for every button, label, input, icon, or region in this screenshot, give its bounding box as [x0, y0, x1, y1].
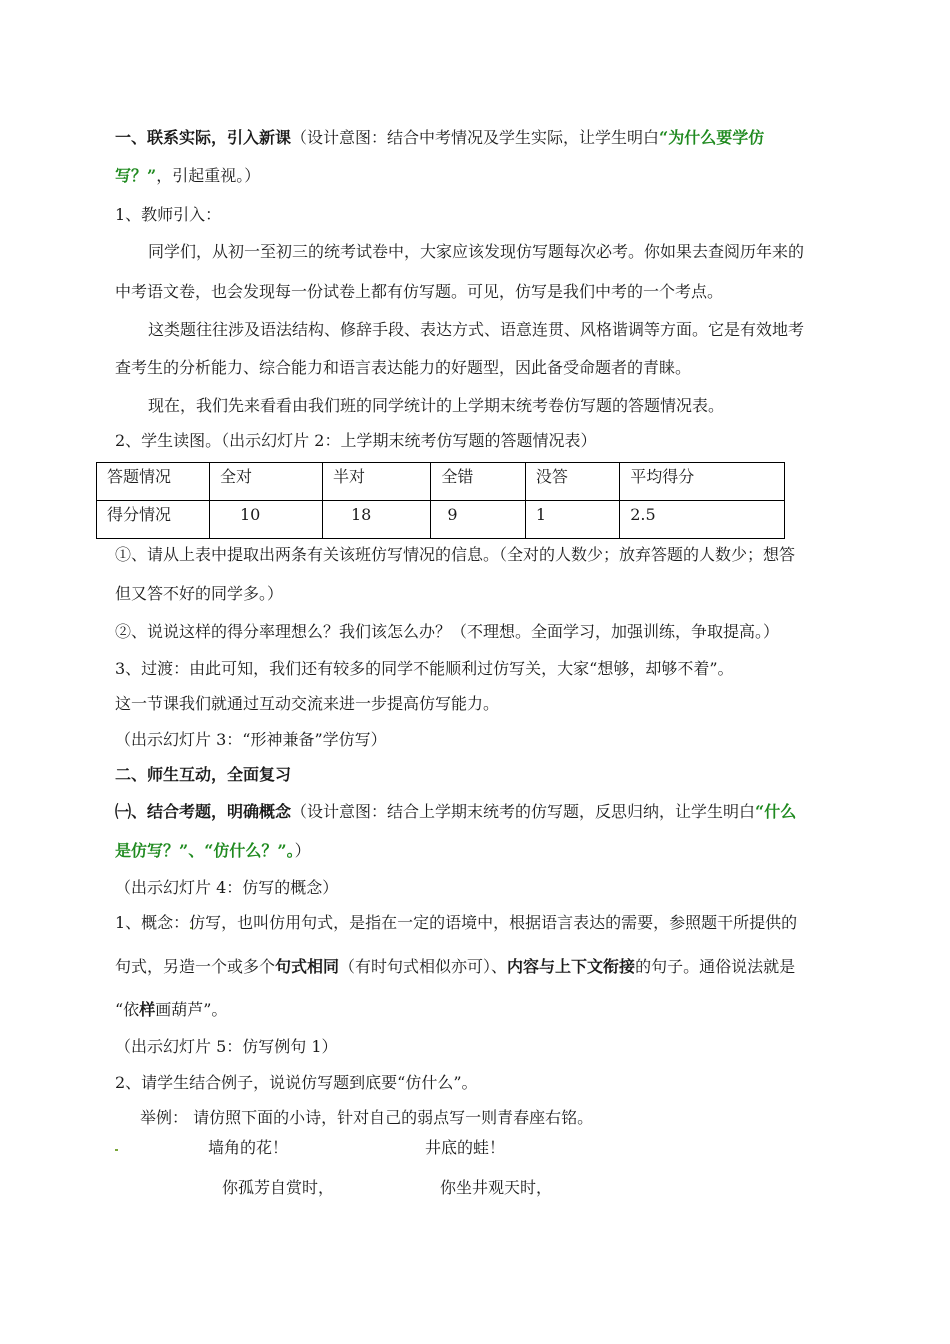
slide-note: （出示幻灯片 3：“形神兼备”学仿写）	[115, 730, 387, 749]
poem-line: 你坐井观天时，	[440, 1178, 553, 1197]
paragraph: 这一节课我们就通过互动交流来进一步提高仿写能力。	[115, 694, 500, 713]
transition: 3、过渡：由此可知，我们还有较多的同学不能顺利过仿写关，大家“想够，却够不着”。	[115, 659, 734, 678]
answer-stats-table	[96, 462, 785, 539]
slide-note: （出示幻灯片 5：仿写例句 1）	[115, 1037, 338, 1056]
table-header-cell: 全对	[210, 463, 323, 501]
example-prompt: 举例： 请仿照下面的小诗，针对自己的弱点写一则青春座右铭。	[140, 1108, 594, 1127]
paragraph: 同学们，从初一至初三的统考试卷中，大家应该发现仿写题每次必考。你如果去查阅历年来的	[148, 242, 805, 261]
question-1-cont: 但又答不好的同学多。）	[115, 584, 284, 603]
decorative-dot	[115, 1149, 118, 1151]
section2-heading: 二、师生互动，全面复习	[115, 765, 292, 784]
table-cell: 1	[525, 501, 619, 539]
question-1: ①、请从上表中提取出两条有关该班仿写情况的信息。（全对的人数少；放弃答题的人数少；想答	[115, 545, 796, 564]
table-row	[97, 463, 785, 501]
text-run: 的句子。通俗说法就是	[635, 957, 796, 976]
section1-heading: 一、联系实际，引入新课	[115, 128, 292, 147]
section1-heading-line	[115, 128, 764, 148]
table-row	[97, 501, 785, 539]
poem-line: 你孤芳自赏时，	[222, 1178, 335, 1197]
slide-note: （出示幻灯片 4：仿写的概念）	[115, 878, 339, 897]
table-header-cell: 全错	[431, 463, 525, 501]
table-cell: 18	[323, 501, 431, 539]
question-what-to-imitate: 2、请学生结合例子，说说仿写题到底要“仿什么”。	[115, 1073, 478, 1092]
student-read-chart: 2、学生读图。（出示幻灯片 2：上学期末统考仿写题的答题情况表）	[115, 431, 597, 450]
subsection-heading-line2	[115, 841, 311, 861]
subsection-intent-end: ）	[294, 841, 311, 860]
table-cell: 9	[431, 501, 525, 539]
emphasis: 内容与上下文衔接	[507, 957, 636, 976]
concept-line3	[115, 1000, 227, 1020]
concept-line2	[115, 957, 795, 977]
teacher-intro-label: 1、教师引入：	[115, 205, 222, 224]
section1-intent: （设计意图：结合中考情况及学生实际，让学生明白	[291, 128, 660, 147]
subsection-heading-line	[115, 802, 796, 822]
table-header-cell: 半对	[323, 463, 431, 501]
subsection-heading: ㈠、结合考题，明确概念	[115, 802, 292, 821]
section1-intent-highlight2: 写？”	[115, 166, 157, 185]
subsection-intent: （设计意图：结合上学期末统考的仿写题，反思归纳，让学生明白	[291, 802, 756, 821]
poem-line: 井底的蛙！	[425, 1138, 506, 1157]
table-header-cell: 没答	[525, 463, 619, 501]
poem-line: 墙角的花！	[208, 1138, 289, 1157]
section1-intent-highlight: “为什么要学仿	[659, 128, 765, 147]
text-run: （有时句式相似亦可）、	[339, 957, 508, 976]
section1-heading-line2	[115, 166, 260, 186]
subsection-intent-highlight2: 是仿写？”、“仿什么？”。	[115, 841, 295, 860]
emphasis: 句式相同	[275, 957, 340, 976]
text-run: 画葫芦”。	[155, 1000, 228, 1019]
concept-line1: 1、概念：仿写，也叫仿用句式，是指在一定的语境中，根据语言表达的需要，参照题干所提供的	[115, 913, 798, 932]
paragraph: 查考生的分析能力、综合能力和语言表达能力的好题型，因此备受命题者的青睐。	[115, 358, 692, 377]
subsection-intent-highlight: “什么	[755, 802, 797, 821]
paragraph: 现在，我们先来看看由我们班的同学统计的上学期末统考卷仿写题的答题情况表。	[148, 396, 725, 415]
text-run: 句式，另造一个或多个	[115, 957, 276, 976]
table-header-cell: 平均得分	[620, 463, 785, 501]
table-header-cell: 答题情况	[97, 463, 210, 501]
emphasis: 样	[139, 1000, 156, 1019]
paragraph: 这类题往往涉及语法结构、修辞手段、表达方式、语意连贯、风格谐调等方面。它是有效地考	[148, 320, 805, 339]
paragraph: 中考语文卷，也会发现每一份试卷上都有仿写题。可见，仿写是我们中考的一个考点。	[115, 282, 724, 301]
table-cell: 10	[210, 501, 323, 539]
table-cell: 得分情况	[97, 501, 210, 539]
question-2: ②、说说这样的得分率理想么？我们该怎么办？（不理想。全面学习，加强训练，争取提高。）	[115, 622, 780, 641]
text-run: “依	[115, 1000, 140, 1019]
section1-intent-end: ，引起重视。）	[156, 166, 261, 185]
table-cell: 2.5	[620, 501, 785, 539]
